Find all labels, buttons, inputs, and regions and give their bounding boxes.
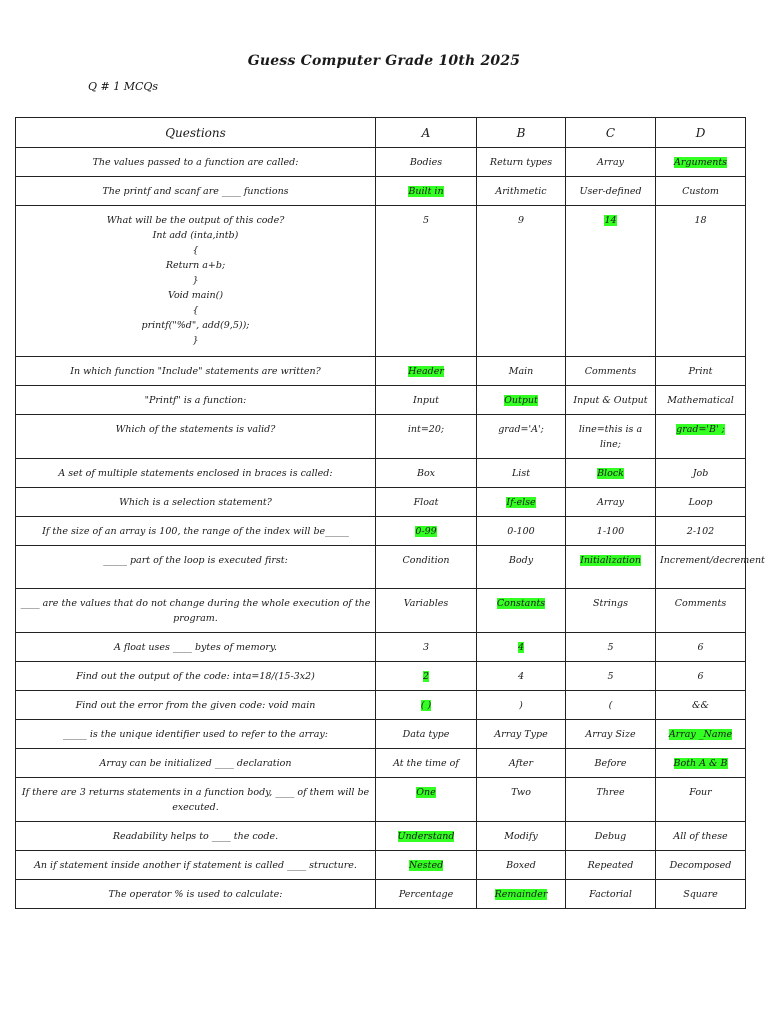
option-text: Condition [402,555,450,566]
question-text: { [192,245,199,256]
option-text: int=20; [407,424,445,435]
table-row [16,415,746,459]
option-b-cell [477,546,566,589]
question-cell [16,206,376,357]
option-a-cell [376,148,477,177]
option-text: Two [511,787,531,798]
answer-highlight: One [416,787,436,798]
option-text: Data type [402,729,450,740]
option-b-cell [477,488,566,517]
option-text: Return types [489,157,553,168]
question-cell [16,459,376,488]
option-text: line=this is a line; [578,424,643,450]
table-row [16,546,746,589]
question-text: A float uses ____ bytes of memory. [113,642,278,653]
option-text: Bodies [409,157,443,168]
table-row [16,148,746,177]
option-a-cell [376,206,477,357]
question-cell [16,415,376,459]
question-cell [16,357,376,386]
option-c-cell [566,488,656,517]
question-text: Which of the statements is valid? [115,424,276,435]
table-row [16,880,746,909]
option-a-cell [376,662,477,691]
answer-highlight: Constants [496,598,546,609]
option-text: Box [416,468,436,479]
option-b-cell [477,459,566,488]
option-c-cell [566,177,656,206]
option-b-cell [477,148,566,177]
option-a-cell [376,459,477,488]
option-d-cell [656,589,746,633]
option-text: 6 [697,642,704,653]
option-text: 4 [517,671,525,682]
option-d-cell [656,880,746,909]
option-c-cell [566,662,656,691]
question-text: Void main() [167,290,224,301]
option-a-cell [376,691,477,720]
answer-highlight: Remainder [494,889,548,900]
option-text: List [511,468,531,479]
option-text: Strings [593,598,628,609]
option-text: After [508,758,534,769]
option-a-cell [376,589,477,633]
option-text: Array [597,157,624,168]
option-a-cell [376,488,477,517]
option-d-cell [656,459,746,488]
option-a-cell [376,851,477,880]
question-cell [16,880,376,909]
option-text: Comments [584,366,637,377]
option-a-cell [376,415,477,459]
option-c-cell [566,691,656,720]
question-text: The values passed to a function are called: [92,157,299,168]
table-row [16,662,746,691]
answer-highlight: Output [504,395,538,406]
answer-highlight: Array _Name [668,729,733,740]
question-cell [16,517,376,546]
option-b-cell [477,633,566,662]
option-text: Percentage [398,889,454,900]
header-questions: Questions [16,118,376,148]
question-cell [16,386,376,415]
option-a-cell [376,633,477,662]
option-text: Increment/decrement [660,555,765,566]
option-d-cell [656,662,746,691]
option-c-cell [566,206,656,357]
question-text: ____ are the values that do not change during the whole execution of the program. [20,598,371,624]
option-c-cell [566,357,656,386]
option-text: Job [692,468,709,479]
option-b-cell [477,749,566,778]
answer-highlight: grad='B' ; [676,424,725,435]
section-heading: Q # 1 MCQs [88,80,159,93]
answer-highlight: Both A & B [673,758,728,769]
option-text: 9 [517,215,525,226]
header-option-c: C [566,118,656,148]
option-c-cell [566,822,656,851]
answer-highlight: Understand [397,831,455,842]
table-row [16,206,746,357]
question-text: } [192,275,199,286]
option-b-cell [477,822,566,851]
option-text: grad='A'; [498,424,544,435]
option-text: Input & Output [573,395,648,406]
option-text: Debug [594,831,627,842]
option-text: 5 [607,642,614,653]
option-d-cell [656,148,746,177]
table-row [16,691,746,720]
question-cell [16,662,376,691]
table-header-row [16,118,746,148]
option-text: Repeated [587,860,634,871]
option-text: At the time of [393,758,459,769]
option-d-cell [656,488,746,517]
option-d-cell [656,415,746,459]
option-c-cell [566,633,656,662]
option-text: Variables [403,598,449,609]
option-c-cell [566,589,656,633]
option-text: Boxed [506,860,536,871]
question-cell [16,148,376,177]
answer-highlight: Nested [408,860,444,871]
option-d-cell [656,633,746,662]
table-row [16,177,746,206]
option-d-cell [656,749,746,778]
question-text: Return a+b; [165,260,226,271]
option-b-cell [477,206,566,357]
option-c-cell [566,851,656,880]
option-b-cell [477,415,566,459]
question-text: printf("%d", add(9,5)); [141,320,250,331]
option-d-cell [656,822,746,851]
option-c-cell [566,459,656,488]
option-a-cell [376,517,477,546]
table-row [16,357,746,386]
option-a-cell [376,357,477,386]
option-text: Main [508,366,534,377]
answer-highlight: If-else [506,497,536,508]
answer-highlight: Block [597,468,624,479]
question-text: If there are 3 returns statements in a function body, ____ of them will be executed. [21,787,370,813]
option-b-cell [477,357,566,386]
question-text: A set of multiple statements enclosed in braces is called: [58,468,333,479]
option-text: 2-102 [686,526,715,537]
option-d-cell [656,517,746,546]
option-b-cell [477,589,566,633]
option-text: 1-100 [596,526,625,537]
option-text: Four [689,787,712,798]
table-row [16,459,746,488]
option-text: 3 [422,642,430,653]
option-d-cell [656,357,746,386]
option-b-cell [477,691,566,720]
option-text: 5 [607,671,614,682]
option-text: Comments [674,598,727,609]
option-text: Mathematical [667,395,734,406]
question-text: } [192,335,199,346]
option-b-cell [477,778,566,822]
option-b-cell [477,177,566,206]
question-text: In which function "Include" statements are written? [70,366,321,377]
option-b-cell [477,720,566,749]
option-text: Decomposed [669,860,732,871]
question-cell [16,778,376,822]
option-a-cell [376,822,477,851]
option-text: Arithmetic [495,186,547,197]
question-cell [16,488,376,517]
question-text: Find out the output of the code: inta=18/(15-3x2) [76,671,315,682]
option-a-cell [376,720,477,749]
option-text: Three [596,787,625,798]
question-text: An if statement inside another if statement is called ____ structure. [34,860,357,871]
option-text: Float [413,497,439,508]
option-c-cell [566,415,656,459]
option-text: 0-100 [507,526,535,537]
question-text: { [192,305,199,316]
answer-highlight: Header [408,366,444,377]
option-a-cell [376,546,477,589]
answer-highlight: 14 [604,215,617,226]
option-c-cell [566,720,656,749]
table-row [16,720,746,749]
question-text: Readability helps to ____ the code. [112,831,279,842]
option-text: 18 [694,215,707,226]
option-d-cell [656,720,746,749]
question-text: _____ is the unique identifier used to refer to the array: [63,729,328,740]
option-c-cell [566,880,656,909]
option-text: ) [519,700,523,711]
option-a-cell [376,749,477,778]
option-c-cell [566,546,656,589]
option-text: All of these [673,831,728,842]
option-d-cell [656,206,746,357]
question-cell [16,822,376,851]
option-a-cell [376,177,477,206]
answer-highlight: ( ) [420,700,432,711]
table-row [16,851,746,880]
question-cell [16,691,376,720]
question-text: The printf and scanf are ____ functions [102,186,289,197]
option-text: Body [508,555,534,566]
option-d-cell [656,851,746,880]
option-d-cell [656,177,746,206]
header-option-b: B [477,118,566,148]
answer-highlight: Initialization [580,555,641,566]
option-d-cell [656,546,765,589]
question-text: Int add (inta,intb) [152,230,239,241]
option-b-cell [477,880,566,909]
question-cell [16,177,376,206]
option-c-cell [566,749,656,778]
option-d-cell [656,386,746,415]
option-b-cell [477,851,566,880]
table-row [16,822,746,851]
option-b-cell [477,662,566,691]
option-text: ( [608,700,613,711]
question-text: What will be the output of this code? [106,215,285,226]
question-cell [16,633,376,662]
option-text: Loop [688,497,713,508]
option-text: Array [597,497,624,508]
option-text: Array Type [494,729,548,740]
option-text: 5 [422,215,430,226]
header-option-a: A [376,118,477,148]
question-text: Find out the error from the given code: void main [75,700,316,711]
question-cell [16,749,376,778]
option-d-cell [656,778,746,822]
table-row [16,589,746,633]
question-cell [16,720,376,749]
question-cell [16,851,376,880]
option-c-cell [566,386,656,415]
answer-highlight: Arguments [673,157,728,168]
option-c-cell [566,517,656,546]
answer-highlight: 0-99 [415,526,437,537]
option-d-cell [656,691,746,720]
question-text: The operator % is used to calculate: [108,889,283,900]
option-text: Custom [682,186,719,197]
table-row [16,749,746,778]
answer-highlight: Built in [408,186,444,197]
option-text: 6 [697,671,704,682]
option-a-cell [376,880,477,909]
table-row [16,517,746,546]
option-text: Factorial [589,889,632,900]
option-text: Modify [504,831,538,842]
question-text: _____ part of the loop is executed first: [103,555,288,566]
mcq-table [15,117,765,909]
question-text: If the size of an array is 100, the range of the index will be_____ [42,526,349,537]
mcq-table-body [16,148,765,909]
header-option-d: D [656,118,746,148]
option-text: Input [413,395,439,406]
table-row [16,386,746,415]
question-text: Array can be initialized ____ declaration [99,758,292,769]
question-cell [16,589,376,633]
answer-highlight: 2 [422,671,430,682]
option-text: User-defined [579,186,642,197]
option-c-cell [566,778,656,822]
option-text: Before [594,758,627,769]
option-text: Array Size [585,729,636,740]
option-text: && [692,700,709,711]
question-text: Which is a selection statement? [119,497,272,508]
option-text: Print [688,366,713,377]
table-row [16,778,746,822]
option-b-cell [477,386,566,415]
option-c-cell [566,148,656,177]
option-b-cell [477,517,566,546]
answer-highlight: 4 [517,642,525,653]
option-text: Square [683,889,718,900]
option-a-cell [376,386,477,415]
option-a-cell [376,778,477,822]
question-cell [16,546,376,589]
question-text: "Printf" is a function: [144,395,247,406]
document-title: Guess Computer Grade 10th 2025 [247,53,521,69]
table-row [16,633,746,662]
table-row [16,488,746,517]
